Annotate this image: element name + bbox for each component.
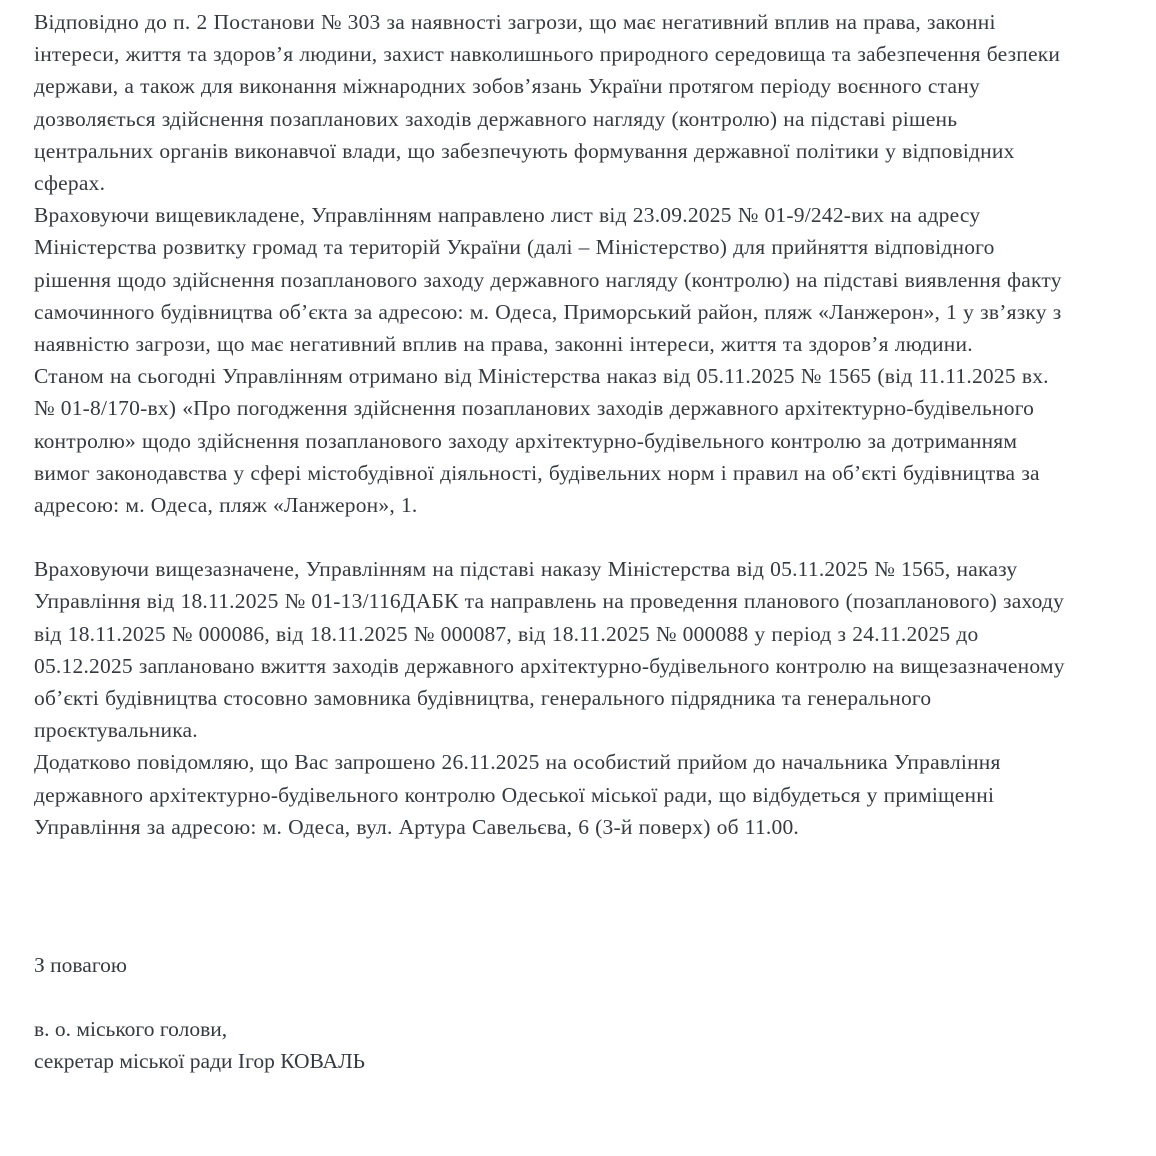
signature-top-spacer xyxy=(34,843,1070,949)
paragraph-spacer xyxy=(34,521,1070,553)
signature-role-line-1: в. о. міського голови, xyxy=(34,1017,228,1042)
paragraph-planned-control-measures: Враховуючи вищезазначене, Управлінням на підставі наказу Міністерства від 05.11.2025 № 1565, наказу Управління від 18.11.2025 № 01-13/116ДАБК та направлень на проведення планового (позапланового) заходу від 18.11.2025 № 000086, від 18.11.2025 № 000087, від 18.11.2025 № 000088 у період з 24.11.2025 до 05.12.2025 заплановано вжиття заходів державного архітектурно-будівельного контролю на вищезазначеному об’єкті будівництва стосовно замовника будівництва, генерального підрядника та генерального проєктувальника. xyxy=(34,557,1065,743)
document-body xyxy=(34,6,1070,1078)
signature-role-block xyxy=(34,1013,1070,1077)
paragraph-letter-to-ministry: Враховуючи вищевикладене, Управлінням направлено лист від 23.09.2025 № 01-9/242-вих на адресу Міністерства розвитку громад та територій України (далі – Міністерство) для прийняття відповідного рішення щодо здійснення позапланового заходу державного нагляду (контролю) на підставі виявлення факту самочинного будівництва об’єкта за адресою: м. Одеса, Приморський район, пляж «Ланжерон», 1 у зв’язку з наявністю загрози, що має негативний вплив на права, законні інтереси, життя та здоров’я людини. xyxy=(34,203,1062,357)
paragraph-personal-reception-invitation: Додатково повідомляю, що Вас запрошено 26.11.2025 на особистий прийом до начальника Управління державного архітектурно-будівельного контролю Одеської міської ради, що відбудеться у приміщенні Управління за адресою: м. Одеса, вул. Артура Савельєва, 6 (3-й поверх) об 11.00. xyxy=(34,750,1001,839)
paragraph-legal-basis: Відповідно до п. 2 Постанови № 303 за наявності загрози, що має негативний вплив на права, законні інтереси, життя та здоров’я людини, захист навколишнього природного середовища та забезпечення безпеки держави, а також для виконання міжнародних зобов’язань України протягом періоду воєнного стану дозволяється здійснення позапланових заходів державного нагляду (контролю) на підставі рішень центральних органів виконавчої влади, що забезпечують формування державної політики у відповідних сферах. xyxy=(34,10,1061,196)
signature-closing: З повагою xyxy=(34,953,127,978)
signature-role-line-2: секретар міської ради Ігор КОВАЛЬ xyxy=(34,1049,365,1074)
signature-mid-spacer xyxy=(34,981,1070,1013)
paragraph-ministry-order-received: Станом на сьогодні Управлінням отримано від Міністерства наказ від 05.11.2025 № 1565 (від 11.11.2025 вх. № 01-8/170-вх) «Про погодження здійснення позапланових заходів державного архітектурно-будівельного контролю» щодо здійснення позапланового заходу архітектурно-будівельного контролю за дотриманням вимог законодавства у сфері містобудівної діяльності, будівельних норм і правил на об’єкті будівництва за адресою: м. Одеса, пляж «Ланжерон», 1. xyxy=(34,364,1049,518)
